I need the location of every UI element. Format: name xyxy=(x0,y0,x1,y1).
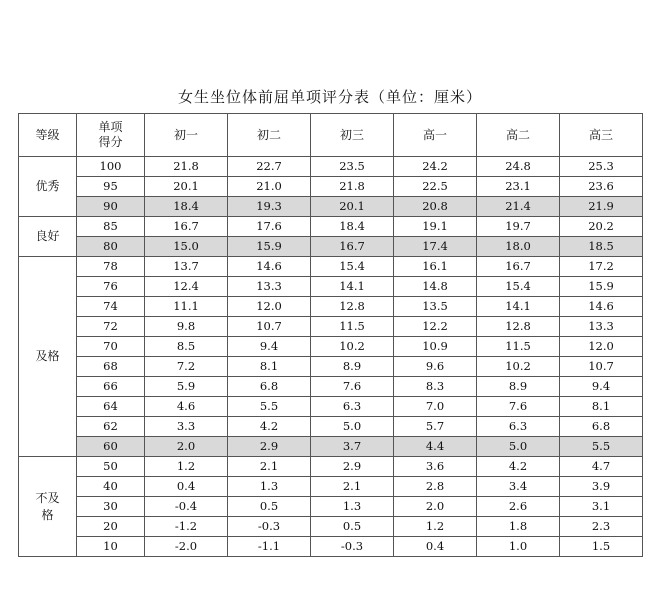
value-cell: 3.3 xyxy=(145,417,228,437)
value-cell: 23.5 xyxy=(311,157,394,177)
value-cell: 3.7 xyxy=(311,437,394,457)
value-cell: 20.8 xyxy=(394,197,477,217)
table-row xyxy=(19,317,643,337)
table-row xyxy=(19,357,643,377)
value-cell: 15.4 xyxy=(311,257,394,277)
value-cell: 17.2 xyxy=(560,257,643,277)
score-cell: 80 xyxy=(77,237,145,257)
value-cell: 2.3 xyxy=(560,517,643,537)
value-cell: 14.6 xyxy=(228,257,311,277)
value-cell: 2.9 xyxy=(311,457,394,477)
value-cell: 10.7 xyxy=(228,317,311,337)
value-cell: 18.0 xyxy=(477,237,560,257)
table-row xyxy=(19,277,643,297)
value-cell: 4.2 xyxy=(228,417,311,437)
value-cell: -0.3 xyxy=(228,517,311,537)
value-cell: 20.1 xyxy=(311,197,394,217)
score-cell: 72 xyxy=(77,317,145,337)
score-cell: 30 xyxy=(77,497,145,517)
table-row xyxy=(19,517,643,537)
score-cell: 20 xyxy=(77,517,145,537)
value-cell: 20.2 xyxy=(560,217,643,237)
value-cell: 19.1 xyxy=(394,217,477,237)
value-cell: 11.1 xyxy=(145,297,228,317)
value-cell: 2.1 xyxy=(311,477,394,497)
value-cell: -2.0 xyxy=(145,537,228,557)
value-cell: 6.3 xyxy=(311,397,394,417)
value-cell: 2.0 xyxy=(394,497,477,517)
value-cell: 4.4 xyxy=(394,437,477,457)
value-cell: 16.7 xyxy=(311,237,394,257)
table-row xyxy=(19,497,643,517)
value-cell: 8.1 xyxy=(560,397,643,417)
value-cell: 13.3 xyxy=(560,317,643,337)
value-cell: 22.7 xyxy=(228,157,311,177)
score-cell: 70 xyxy=(77,337,145,357)
value-cell: 24.2 xyxy=(394,157,477,177)
value-cell: 10.7 xyxy=(560,357,643,377)
value-cell: 4.6 xyxy=(145,397,228,417)
value-cell: 11.5 xyxy=(477,337,560,357)
value-cell: 12.8 xyxy=(477,317,560,337)
value-cell: 12.8 xyxy=(311,297,394,317)
value-cell: 23.1 xyxy=(477,177,560,197)
value-cell: 3.9 xyxy=(560,477,643,497)
score-cell: 78 xyxy=(77,257,145,277)
table-row xyxy=(19,417,643,437)
value-cell: -1.2 xyxy=(145,517,228,537)
value-cell: 5.5 xyxy=(560,437,643,457)
score-cell: 90 xyxy=(77,197,145,217)
value-cell: 11.5 xyxy=(311,317,394,337)
value-cell: 14.8 xyxy=(394,277,477,297)
value-cell: 10.9 xyxy=(394,337,477,357)
value-cell: 17.6 xyxy=(228,217,311,237)
col-header-5: 高二 xyxy=(477,114,560,157)
table-row xyxy=(19,537,643,557)
score-cell: 66 xyxy=(77,377,145,397)
col-header-1: 初一 xyxy=(145,114,228,157)
score-cell: 85 xyxy=(77,217,145,237)
col-header-6: 高三 xyxy=(560,114,643,157)
value-cell: 9.6 xyxy=(394,357,477,377)
value-cell: 0.4 xyxy=(145,477,228,497)
value-cell: 10.2 xyxy=(311,337,394,357)
value-cell: 7.0 xyxy=(394,397,477,417)
value-cell: 15.9 xyxy=(228,237,311,257)
value-cell: 19.7 xyxy=(477,217,560,237)
score-table xyxy=(18,113,643,557)
table-row xyxy=(19,237,643,257)
table-row xyxy=(19,217,643,237)
value-cell: -0.3 xyxy=(311,537,394,557)
value-cell: 15.4 xyxy=(477,277,560,297)
score-cell: 95 xyxy=(77,177,145,197)
value-cell: 24.8 xyxy=(477,157,560,177)
value-cell: 1.2 xyxy=(394,517,477,537)
value-cell: -0.4 xyxy=(145,497,228,517)
grade-cell-good: 良好 xyxy=(19,217,77,257)
table-row xyxy=(19,457,643,477)
value-cell: 14.1 xyxy=(311,277,394,297)
value-cell: 12.2 xyxy=(394,317,477,337)
value-cell: 3.1 xyxy=(560,497,643,517)
value-cell: 8.5 xyxy=(145,337,228,357)
value-cell: 25.3 xyxy=(560,157,643,177)
value-cell: 0.5 xyxy=(311,517,394,537)
grade-cell-pass: 及格 xyxy=(19,257,77,457)
value-cell: 8.9 xyxy=(477,377,560,397)
score-cell: 50 xyxy=(77,457,145,477)
score-header xyxy=(77,114,145,157)
table-row xyxy=(19,437,643,457)
score-cell: 76 xyxy=(77,277,145,297)
table-row xyxy=(19,177,643,197)
value-cell: 16.7 xyxy=(145,217,228,237)
value-cell: 13.3 xyxy=(228,277,311,297)
value-cell: 7.6 xyxy=(477,397,560,417)
value-cell: 1.2 xyxy=(145,457,228,477)
table-row xyxy=(19,197,643,217)
grade-cell-fail xyxy=(19,457,77,557)
table-row xyxy=(19,377,643,397)
value-cell: 16.7 xyxy=(477,257,560,277)
value-cell: 18.5 xyxy=(560,237,643,257)
grade-fail-line2: 格 xyxy=(41,507,54,522)
value-cell: 7.2 xyxy=(145,357,228,377)
score-cell: 60 xyxy=(77,437,145,457)
value-cell: 21.4 xyxy=(477,197,560,217)
value-cell: 7.6 xyxy=(311,377,394,397)
grade-cell-excellent: 优秀 xyxy=(19,157,77,217)
value-cell: 5.9 xyxy=(145,377,228,397)
table-row xyxy=(19,297,643,317)
value-cell: 4.7 xyxy=(560,457,643,477)
col-header-3: 初三 xyxy=(311,114,394,157)
value-cell: 15.0 xyxy=(145,237,228,257)
value-cell: 9.4 xyxy=(228,337,311,357)
score-header-line1: 单项 xyxy=(98,120,123,134)
table-row xyxy=(19,337,643,357)
score-cell: 68 xyxy=(77,357,145,377)
value-cell: 6.8 xyxy=(228,377,311,397)
table-row xyxy=(19,397,643,417)
value-cell: 13.5 xyxy=(394,297,477,317)
value-cell: 21.9 xyxy=(560,197,643,217)
score-cell: 64 xyxy=(77,397,145,417)
value-cell: 1.3 xyxy=(228,477,311,497)
value-cell: 1.0 xyxy=(477,537,560,557)
value-cell: 21.8 xyxy=(145,157,228,177)
score-cell: 100 xyxy=(77,157,145,177)
table-row xyxy=(19,477,643,497)
value-cell: 2.9 xyxy=(228,437,311,457)
value-cell: 23.6 xyxy=(560,177,643,197)
value-cell: 9.4 xyxy=(560,377,643,397)
value-cell: 5.0 xyxy=(477,437,560,457)
value-cell: 15.9 xyxy=(560,277,643,297)
value-cell: 21.8 xyxy=(311,177,394,197)
value-cell: 2.8 xyxy=(394,477,477,497)
value-cell: 9.8 xyxy=(145,317,228,337)
value-cell: 1.8 xyxy=(477,517,560,537)
value-cell: 3.6 xyxy=(394,457,477,477)
value-cell: 8.9 xyxy=(311,357,394,377)
value-cell: 6.3 xyxy=(477,417,560,437)
col-header-4: 高一 xyxy=(394,114,477,157)
table-row xyxy=(19,157,643,177)
page-title: 女生坐位体前屈单项评分表（单位：厘米） xyxy=(177,88,482,106)
value-cell: 5.5 xyxy=(228,397,311,417)
value-cell: 17.4 xyxy=(394,237,477,257)
value-cell: 2.6 xyxy=(477,497,560,517)
value-cell: 8.3 xyxy=(394,377,477,397)
grade-header: 等级 xyxy=(19,114,77,157)
value-cell: 12.0 xyxy=(560,337,643,357)
value-cell: 0.4 xyxy=(394,537,477,557)
col-header-2: 初二 xyxy=(228,114,311,157)
value-cell: 0.5 xyxy=(228,497,311,517)
value-cell: 16.1 xyxy=(394,257,477,277)
value-cell: 20.1 xyxy=(145,177,228,197)
score-cell: 62 xyxy=(77,417,145,437)
score-cell: 74 xyxy=(77,297,145,317)
value-cell: 4.2 xyxy=(477,457,560,477)
value-cell: 1.3 xyxy=(311,497,394,517)
score-header-line2: 得分 xyxy=(98,135,123,149)
score-cell: 10 xyxy=(77,537,145,557)
value-cell: 2.0 xyxy=(145,437,228,457)
value-cell: 12.4 xyxy=(145,277,228,297)
value-cell: 5.7 xyxy=(394,417,477,437)
value-cell: 13.7 xyxy=(145,257,228,277)
value-cell: 2.1 xyxy=(228,457,311,477)
value-cell: -1.1 xyxy=(228,537,311,557)
value-cell: 19.3 xyxy=(228,197,311,217)
value-cell: 14.1 xyxy=(477,297,560,317)
value-cell: 21.0 xyxy=(228,177,311,197)
value-cell: 3.4 xyxy=(477,477,560,497)
header-row xyxy=(19,114,643,157)
value-cell: 14.6 xyxy=(560,297,643,317)
value-cell: 6.8 xyxy=(560,417,643,437)
value-cell: 12.0 xyxy=(228,297,311,317)
grade-fail-line1: 不及 xyxy=(35,490,60,505)
table-body xyxy=(19,157,643,557)
score-cell: 40 xyxy=(77,477,145,497)
table-row xyxy=(19,257,643,277)
value-cell: 18.4 xyxy=(311,217,394,237)
value-cell: 10.2 xyxy=(477,357,560,377)
value-cell: 5.0 xyxy=(311,417,394,437)
value-cell: 8.1 xyxy=(228,357,311,377)
value-cell: 22.5 xyxy=(394,177,477,197)
value-cell: 18.4 xyxy=(145,197,228,217)
value-cell: 1.5 xyxy=(560,537,643,557)
